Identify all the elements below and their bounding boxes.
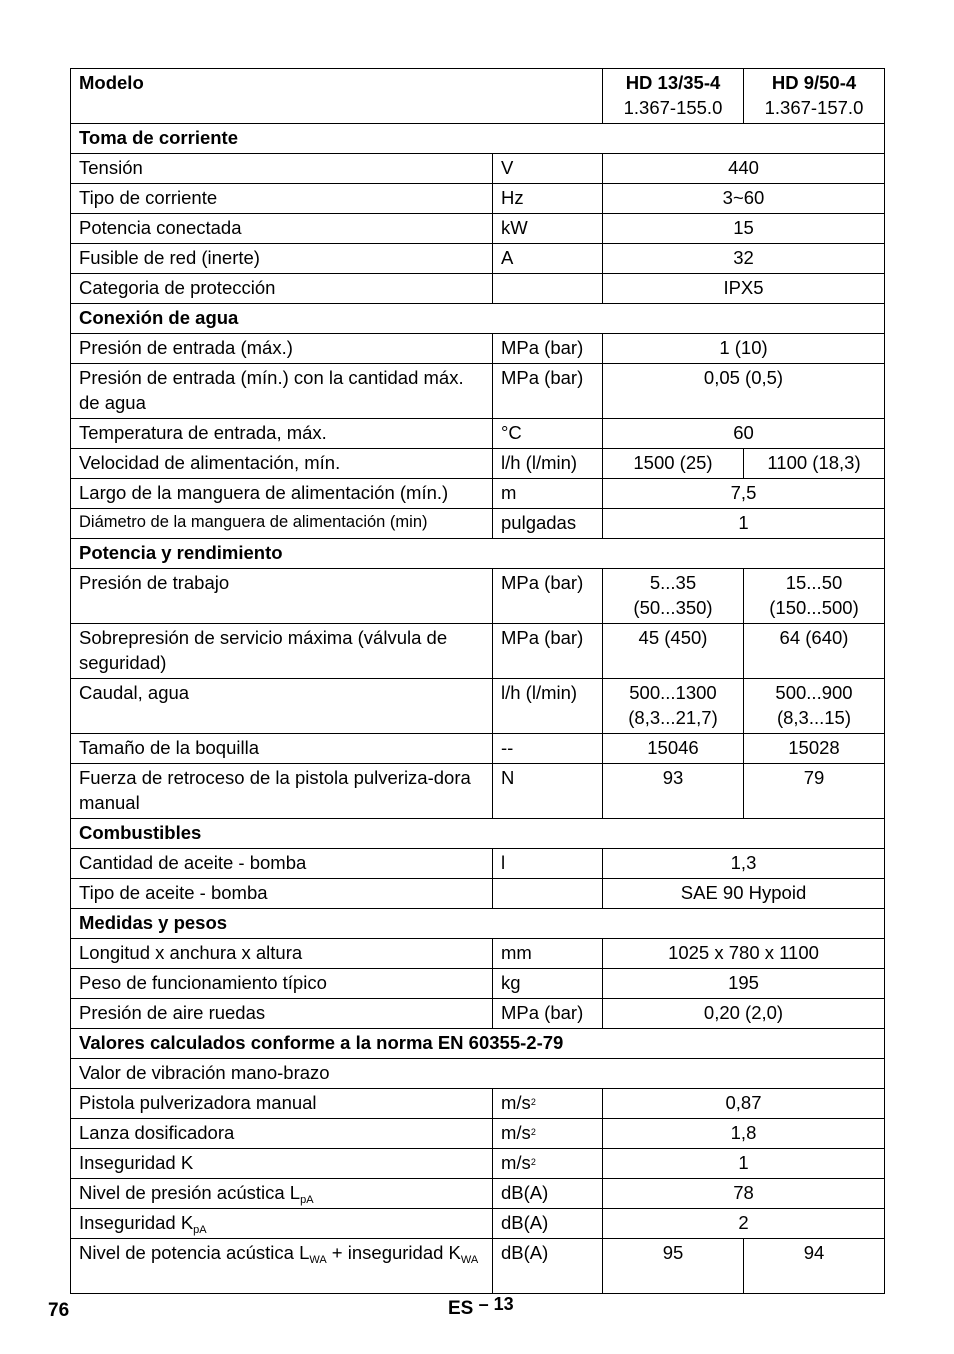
row-value-model2	[744, 679, 885, 734]
row-weight	[71, 969, 885, 999]
row-value: IPX5	[603, 274, 885, 304]
row-label: Largo de la manguera de alimentación (mín.)	[71, 479, 493, 509]
row-value: 0,87	[603, 1089, 885, 1119]
row-hose-diameter	[71, 509, 885, 539]
row-unit: kg	[493, 969, 603, 999]
row-conn-power	[71, 214, 885, 244]
row-feed-rate	[71, 449, 885, 479]
row-unit: MPa (bar)	[493, 624, 603, 679]
label-text: Inseguridad K	[79, 1212, 194, 1233]
row-value: 195	[603, 969, 885, 999]
row-lance	[71, 1119, 885, 1149]
row-unit: N	[493, 764, 603, 819]
row-label: Caudal, agua	[71, 679, 493, 734]
row-protection	[71, 274, 885, 304]
unit-superscript: 2	[530, 1127, 536, 1137]
label-subscript: WA	[460, 1254, 479, 1266]
value-line: (150...500)	[769, 597, 859, 618]
row-label: Presión de trabajo	[71, 569, 493, 624]
row-value-model2: 64 (640)	[744, 624, 885, 679]
row-value-model2	[744, 569, 885, 624]
row-label: Categoria de protección	[71, 274, 493, 304]
row-uncertainty-kpa	[71, 1209, 885, 1239]
row-tension	[71, 154, 885, 184]
row-label: Tamaño de la boquilla	[71, 734, 493, 764]
row-unit: mm	[493, 939, 603, 969]
row-label: Valor de vibración mano-brazo	[71, 1059, 885, 1089]
row-oil-quantity	[71, 849, 885, 879]
row-vibration	[71, 1059, 885, 1089]
row-value-model2: 79	[744, 764, 885, 819]
row-value-model2: 94	[744, 1239, 885, 1294]
row-inlet-min	[71, 364, 885, 419]
model2-cell	[744, 69, 885, 124]
model1-part: 1.367-155.0	[623, 97, 723, 118]
section-calculated	[71, 1029, 885, 1059]
row-recoil	[71, 764, 885, 819]
section-title: Medidas y pesos	[71, 909, 885, 939]
row-value: SAE 90 Hypoid	[603, 879, 885, 909]
row-value: 1025 x 780 x 1100	[603, 939, 885, 969]
label-text: Nivel de presión acústica L	[79, 1182, 301, 1203]
value-line: 15...50	[785, 572, 843, 593]
row-label: Presión de aire ruedas	[71, 999, 493, 1029]
row-unit: l/h (l/min)	[493, 679, 603, 734]
row-value: 15	[603, 214, 885, 244]
row-label: Potencia conectada	[71, 214, 493, 244]
row-value: 2	[603, 1209, 885, 1239]
model1-name: HD 13/35-4	[625, 72, 721, 93]
row-value-model1	[603, 679, 744, 734]
row-value-model1	[603, 569, 744, 624]
row-dimensions	[71, 939, 885, 969]
row-label: Velocidad de alimentación, mín.	[71, 449, 493, 479]
unit-text: m/s	[501, 1152, 531, 1173]
section-power	[71, 124, 885, 154]
section-fuel	[71, 819, 885, 849]
row-value: 32	[603, 244, 885, 274]
row-label: Temperatura de entrada, máx.	[71, 419, 493, 449]
value-line: (50...350)	[633, 597, 713, 618]
row-value-model1: 95	[603, 1239, 744, 1294]
model2-name: HD 9/50-4	[771, 72, 857, 93]
row-unit: --	[493, 734, 603, 764]
section-performance	[71, 539, 885, 569]
value-line: 500...900	[775, 682, 853, 703]
row-label: Tipo de aceite - bomba	[71, 879, 493, 909]
model-label: Modelo	[71, 69, 603, 124]
section-title: Combustibles	[71, 819, 885, 849]
value-line: 5...35	[649, 572, 697, 593]
row-label	[71, 1239, 493, 1294]
header-row	[71, 69, 885, 124]
row-unit	[493, 879, 603, 909]
row-label: Tipo de corriente	[71, 184, 493, 214]
row-value: 440	[603, 154, 885, 184]
section-title: Valores calculados conforme a la norma EN 60355-2-79	[71, 1029, 885, 1059]
row-label	[71, 1179, 493, 1209]
row-value: 78	[603, 1179, 885, 1209]
row-value-model1: 93	[603, 764, 744, 819]
row-unit: l/h (l/min)	[493, 449, 603, 479]
value-line: (8,3...15)	[776, 707, 852, 728]
row-unit: m	[493, 479, 603, 509]
row-label: Sobrepresión de servicio máxima (válvula de seguridad)	[71, 624, 493, 679]
spec-table	[70, 68, 885, 1294]
row-inlet-max	[71, 334, 885, 364]
row-work-pressure	[71, 569, 885, 624]
row-value-model2: 15028	[744, 734, 885, 764]
row-value: 3~60	[603, 184, 885, 214]
section-dimensions	[71, 909, 885, 939]
row-uncertainty-k	[71, 1149, 885, 1179]
row-unit: V	[493, 154, 603, 184]
row-value-model1: 1500 (25)	[603, 449, 744, 479]
page-number: 76	[48, 1300, 70, 1321]
section-title: Potencia y rendimiento	[71, 539, 885, 569]
label-text-rest: + inseguridad K	[326, 1242, 461, 1263]
row-sound-power	[71, 1239, 885, 1294]
row-sound-pressure	[71, 1179, 885, 1209]
unit-superscript: 2	[530, 1157, 536, 1167]
row-value: 1,3	[603, 849, 885, 879]
row-unit: kW	[493, 214, 603, 244]
row-unit: °C	[493, 419, 603, 449]
row-unit	[493, 1089, 603, 1119]
row-unit: A	[493, 244, 603, 274]
row-label: Diámetro de la manguera de alimentación (min)	[71, 509, 493, 539]
row-unit: dB(A)	[493, 1239, 603, 1294]
row-value: 0,20 (2,0)	[603, 999, 885, 1029]
row-label: Presión de entrada (máx.)	[71, 334, 493, 364]
section-water	[71, 304, 885, 334]
row-value: 0,05 (0,5)	[603, 364, 885, 419]
row-unit: l	[493, 849, 603, 879]
row-label: Peso de funcionamiento típico	[71, 969, 493, 999]
row-value-model1: 45 (450)	[603, 624, 744, 679]
row-value-model2: 1100 (18,3)	[744, 449, 885, 479]
row-value: 1	[603, 509, 885, 539]
row-label: Presión de entrada (mín.) con la cantidad máx. de agua	[71, 364, 493, 419]
row-label: Longitud x anchura x altura	[71, 939, 493, 969]
language-code: ES	[448, 1298, 474, 1319]
row-label: Pistola pulverizadora manual	[71, 1089, 493, 1119]
row-unit: MPa (bar)	[493, 569, 603, 624]
value-line: (8,3...21,7)	[628, 707, 718, 728]
row-label: Lanza dosificadora	[71, 1119, 493, 1149]
row-oil-type	[71, 879, 885, 909]
unit-superscript: 2	[530, 1097, 536, 1107]
section-title: Toma de corriente	[71, 124, 885, 154]
row-hose-length	[71, 479, 885, 509]
row-value: 1,8	[603, 1119, 885, 1149]
unit-text: m/s	[501, 1092, 531, 1113]
row-tyre-pressure	[71, 999, 885, 1029]
row-label: Tensión	[71, 154, 493, 184]
row-value-model1: 15046	[603, 734, 744, 764]
row-unit	[493, 274, 603, 304]
row-value: 7,5	[603, 479, 885, 509]
unit-text: m/s	[501, 1122, 531, 1143]
row-label: Inseguridad K	[71, 1149, 493, 1179]
row-unit: MPa (bar)	[493, 334, 603, 364]
row-unit: Hz	[493, 184, 603, 214]
row-inlet-temp	[71, 419, 885, 449]
row-unit: dB(A)	[493, 1179, 603, 1209]
label-text: Nivel de potencia acústica L	[79, 1242, 310, 1263]
row-gun	[71, 1089, 885, 1119]
row-unit: MPa (bar)	[493, 364, 603, 419]
row-unit: dB(A)	[493, 1209, 603, 1239]
row-value: 60	[603, 419, 885, 449]
row-current-type	[71, 184, 885, 214]
chapter-page: – 13	[478, 1294, 514, 1314]
row-unit	[493, 1149, 603, 1179]
row-label	[71, 1209, 493, 1239]
row-fuse	[71, 244, 885, 274]
value-line: 500...1300	[629, 682, 717, 703]
row-value: 1	[603, 1149, 885, 1179]
row-unit: MPa (bar)	[493, 999, 603, 1029]
row-nozzle	[71, 734, 885, 764]
row-flow	[71, 679, 885, 734]
section-title: Conexión de agua	[71, 304, 885, 334]
row-value: 1 (10)	[603, 334, 885, 364]
label-subscript: pA	[300, 1194, 314, 1206]
row-unit: pulgadas	[493, 509, 603, 539]
model2-part: 1.367-157.0	[764, 97, 864, 118]
row-label: Fuerza de retroceso de la pistola pulveriza-dora manual	[71, 764, 493, 819]
row-label: Cantidad de aceite - bomba	[71, 849, 493, 879]
label-subscript: pA	[193, 1224, 207, 1236]
row-overpressure	[71, 624, 885, 679]
model1-cell	[603, 69, 744, 124]
row-label: Fusible de red (inerte)	[71, 244, 493, 274]
row-unit	[493, 1119, 603, 1149]
label-subscript: WA	[309, 1254, 327, 1266]
section-page-number	[448, 1294, 514, 1320]
